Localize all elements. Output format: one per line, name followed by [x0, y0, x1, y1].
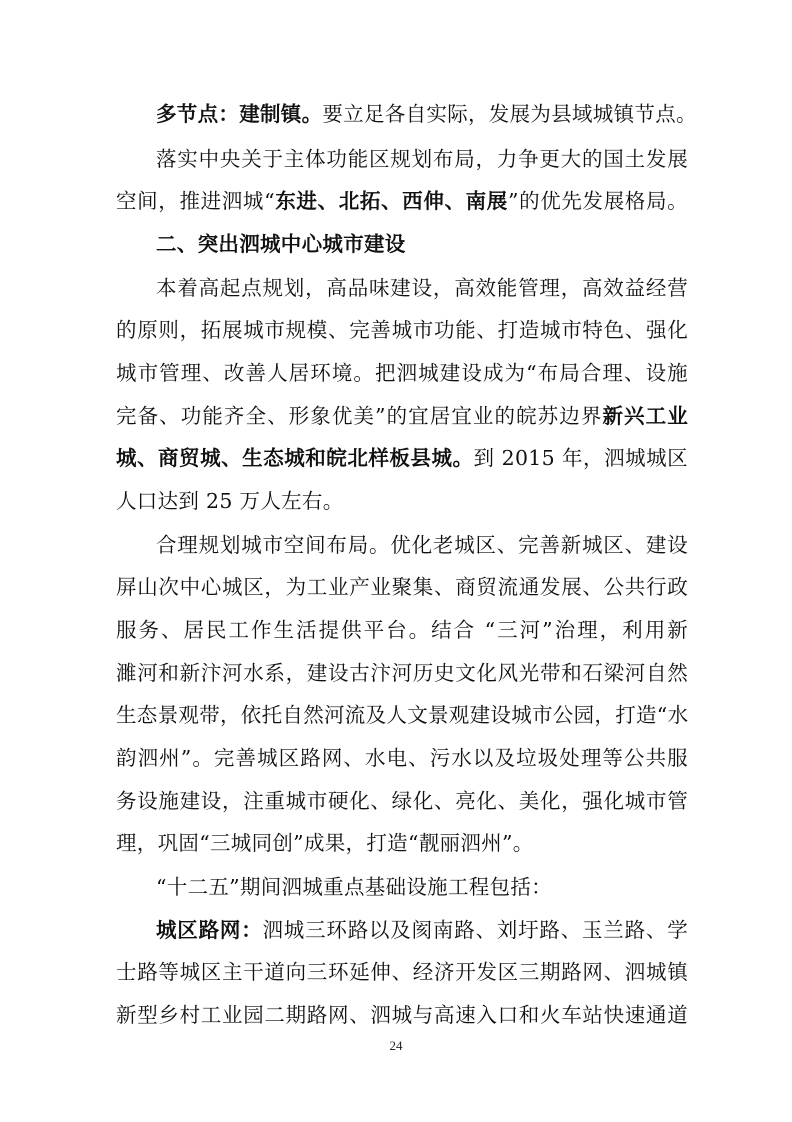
- paragraph-line: [156, 915, 688, 945]
- paragraph-line: 屏山次中心城区，为工业产业聚集、商贸流通发展、公共行政: [116, 575, 688, 599]
- text-span: 完备、功能齐全、形象优美”的宜居宜业的皖苏边界: [116, 404, 603, 428]
- paragraph-line: 生态景观带，依托自然河流及人文景观建设城市公园，打造“水: [116, 703, 689, 727]
- heading-multi-node: 多节点：建制镇。: [156, 102, 323, 126]
- paragraph-line: 本着高起点规划，高品味建设，高效能管理，高效益经营: [156, 276, 688, 300]
- city-positioning-emphasis: 新兴工业: [602, 404, 688, 428]
- paragraph-line: 城市管理、改善人居环境。把泗城建设成为“布局合理、设施: [116, 361, 688, 385]
- paragraph-line: 的原则，拓展城市规模、完善城市功能、打造城市特色、强化: [116, 318, 688, 342]
- text-span: 泗城三环路以及阂南路、刘圩路、玉兰路、学: [262, 918, 688, 942]
- city-positioning-emphasis: 城、商贸城、生态城和皖北样板县城。: [116, 446, 474, 470]
- text-multi-node: 要立足各自实际，发展为县域城镇节点。: [322, 102, 697, 126]
- paragraph-line: 服务、居民工作生活提供平台。结合 “三河”治理，利用新: [116, 618, 688, 642]
- paragraph-line: [116, 401, 688, 431]
- paragraph-line: 务设施建设，注重城市硬化、绿化、亮化、美化，强化城市管: [116, 789, 688, 813]
- text-span: 到 2015 年，泗城城区: [473, 446, 688, 470]
- paragraph-line: 韵泗州”。完善城区路网、水电、污水以及垃圾处理等公共服: [116, 746, 688, 770]
- paragraph-line: 濉河和新汴河水系，建设古汴河历史文化风光带和石梁河自然: [116, 661, 688, 685]
- page-number: 24: [389, 1038, 403, 1053]
- text-span: ”的优先发展格局。: [507, 189, 688, 213]
- paragraph-multi-node: [156, 99, 697, 129]
- paragraph-line: [116, 186, 688, 216]
- heading-road-network: 城区路网：: [156, 918, 263, 942]
- paragraph-line: 士路等城区主干道向三环延伸、经济开发区三期路网、泗城镇: [116, 960, 688, 984]
- section-heading: 二、突出泗城中心城市建设: [156, 232, 406, 256]
- paragraph-line: 人口达到 25 万人左右。: [116, 489, 344, 513]
- text-span: 空间，推进泗城“: [116, 189, 275, 213]
- paragraph-line: [116, 443, 688, 473]
- paragraph-line: 合理规划城市空间布局。优化老城区、完善新城区、建设: [156, 533, 688, 557]
- paragraph-line: 理，巩固“三城同创”成果，打造“靓丽泗州”。: [116, 831, 534, 855]
- development-pattern-emphasis: 东进、北拓、西伸、南展: [274, 189, 508, 213]
- paragraph-line: “十二五”期间泗城重点基础设施工程包括：: [156, 875, 552, 899]
- paragraph-line: 新型乡村工业园二期路网、泗城与高速入口和火车站快速通道: [116, 1003, 688, 1027]
- paragraph-line: 落实中央关于主体功能区规划布局，力争更大的国土发展: [156, 147, 688, 171]
